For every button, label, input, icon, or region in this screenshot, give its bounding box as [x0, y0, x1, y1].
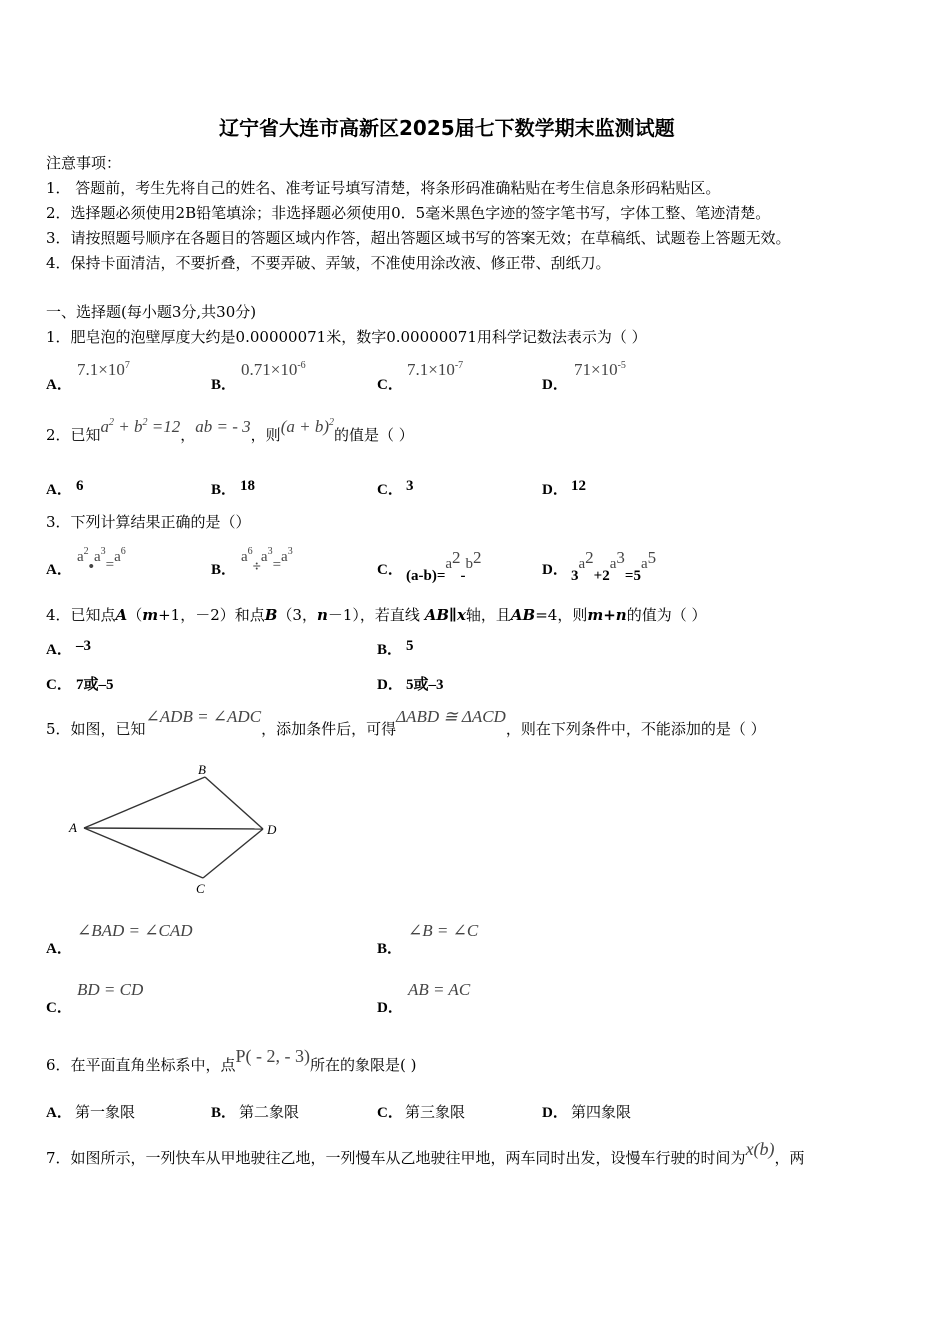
page-title: 辽宁省大连市高新区2025届七下数学期末监测试题: [219, 116, 675, 140]
point-label-d: D: [267, 822, 277, 837]
notice-item: 4．保持卡面清洁，不要折叠，不要弄破、弄皱，不准使用涂改液、修正带、刮纸刀。: [46, 254, 611, 272]
q5-label-c: C．: [46, 1000, 72, 1016]
q6-stem: 6．在平面直角坐标系中，点P( - 2, - 3)所在的象限是( ): [46, 1046, 417, 1074]
q1-stem: 1．肥皂泡的泡壁厚度大约是0.00000071米，数字0.00000071用科学记数法表示为（ ）: [46, 328, 647, 346]
q1-label-a: A．: [46, 377, 72, 393]
q1-option-c: $7.1\times 10^{-7}$: [407, 360, 464, 379]
q6-label-d: D．: [542, 1105, 568, 1121]
q3-option-a: $a^2•a^3=a^6$: [77, 546, 126, 575]
q3-label-b: B．: [211, 562, 237, 578]
q5-option-c: BD = CD: [77, 980, 144, 999]
notice-item: 2．选择题必须使用2B铅笔填涂；非选择题必须使用0．5毫米黑色字迹的签字笔书写，字体工整、笔迹清楚。: [46, 204, 771, 222]
q2-num: 2．已知: [46, 426, 101, 444]
q4-option-a: –3: [76, 638, 91, 654]
q2-option-d: 12: [571, 478, 586, 494]
q3-label-d: D．: [542, 562, 568, 578]
q5-label-d: D．: [377, 1000, 403, 1016]
q6-math: P( - 2, - 3): [235, 1046, 311, 1066]
q4-label-b: B．: [377, 642, 403, 658]
q6-option-a: 第一象限: [75, 1103, 136, 1121]
q2-option-c: 3: [406, 478, 414, 494]
q2-option-a: 6: [76, 478, 84, 494]
q5-stem: 5．如图，已知∠ADB = ∠ADC，添加条件后，可得ΔABD ≅ ΔACD，则在下列条件中，不能添加的是（ ）: [46, 707, 766, 738]
q6-label-c: C．: [377, 1105, 403, 1121]
q6-label-a: A．: [46, 1105, 72, 1121]
notice-heading: 注意事项：: [46, 154, 122, 172]
q2-label-a: A．: [46, 482, 72, 498]
q5-option-b: ∠B = ∠C: [408, 921, 479, 940]
q3-label-a: A．: [46, 562, 72, 578]
q1-option-d: $71\times 10^{-5}$: [574, 360, 626, 379]
segment-ac: [84, 828, 203, 878]
q7-stem: 7．如图所示，一列快车从甲地驶往乙地，一列慢车从乙地驶往甲地，两车同时出发，设慢车行驶的时间为x(b)，两: [46, 1139, 805, 1167]
q4-label-a: A．: [46, 642, 72, 658]
q4-option-b: 5: [406, 638, 414, 654]
notice-item: 1． 答题前，考生先将自己的姓名、准考证号填写清楚，将条形码准确粘贴在考生信息条形码粘贴区。: [46, 179, 721, 197]
q3-stem: 3．下列计算结果正确的是（）: [46, 513, 251, 531]
q4-stem: 4．已知点A（m+1，－2）和点B（3，n－1），若直线 AB∥x轴，且AB=4，则m+n的值为（ ）: [46, 606, 707, 624]
point-label-b: B: [198, 762, 206, 777]
q5-option-a: ∠BAD = ∠CAD: [77, 921, 193, 940]
q6-option-b: 第二象限: [239, 1103, 300, 1121]
q2-label-c: C．: [377, 482, 403, 498]
q5-label-a: A．: [46, 941, 72, 957]
q5-math-1: ∠ADB = ∠ADC: [145, 707, 262, 726]
q1-label-c: C．: [377, 377, 403, 393]
q3-option-b: $a^6\div a^3=a^3$: [241, 546, 293, 575]
segment-bd: [205, 777, 263, 829]
q4-option-d: 5或–3: [406, 677, 444, 693]
q3-option-d: $3a^2+2a^3=5a^5$: [571, 548, 657, 584]
q1-option-b: $0.71\times 10^{-6}$: [241, 360, 306, 379]
q5-figure: [60, 758, 290, 900]
q6-option-d: 第四象限: [571, 1103, 632, 1121]
notice-item: 3．请按照题号顺序在各题目的答题区域内作答，超出答题区域书写的答案无效；在草稿纸、试题卷上答题无效。: [46, 229, 791, 247]
q2-math-2: ab = - 3: [195, 417, 251, 436]
q3-label-c: C．: [377, 562, 403, 578]
q6-option-c: 第三象限: [405, 1103, 466, 1121]
q4-label-d: D．: [377, 677, 403, 693]
q5-math-2: ΔABD ≅ ΔACD: [396, 707, 506, 726]
q1-option-a: $7.1\times 10^7$: [77, 360, 130, 379]
q5-label-b: B．: [377, 941, 403, 957]
q4-option-c: 7或–5: [76, 677, 114, 693]
q2-label-d: D．: [542, 482, 568, 498]
section-heading: 一、选择题(每小题3分,共30分): [46, 303, 257, 321]
q6-label-b: B．: [211, 1105, 237, 1121]
q1-label-b: B．: [211, 377, 237, 393]
q2-math-1: $a^2 + b^2 =12$: [100, 417, 181, 436]
q2-math-3: $(a + b)^2$: [280, 417, 334, 436]
q3-option-c: $(a-b)=a^2-b^2$: [406, 548, 482, 584]
q7-math: x(b): [745, 1139, 775, 1159]
segment-ad: [84, 828, 263, 829]
q2-option-b: 18: [240, 478, 255, 494]
segment-cd: [203, 829, 263, 878]
q4-label-c: C．: [46, 677, 72, 693]
q5-option-d: AB = AC: [408, 980, 471, 999]
q2-label-b: B．: [211, 482, 237, 498]
segment-ab: [84, 777, 205, 828]
point-label-c: C: [196, 881, 205, 896]
q1-label-d: D．: [542, 377, 568, 393]
point-label-a: A: [69, 820, 77, 835]
q2-stem: 2．已知$a^2 + b^2 =12$，ab = - 3，则$(a + b)^2$的值是（ ）: [46, 417, 414, 444]
